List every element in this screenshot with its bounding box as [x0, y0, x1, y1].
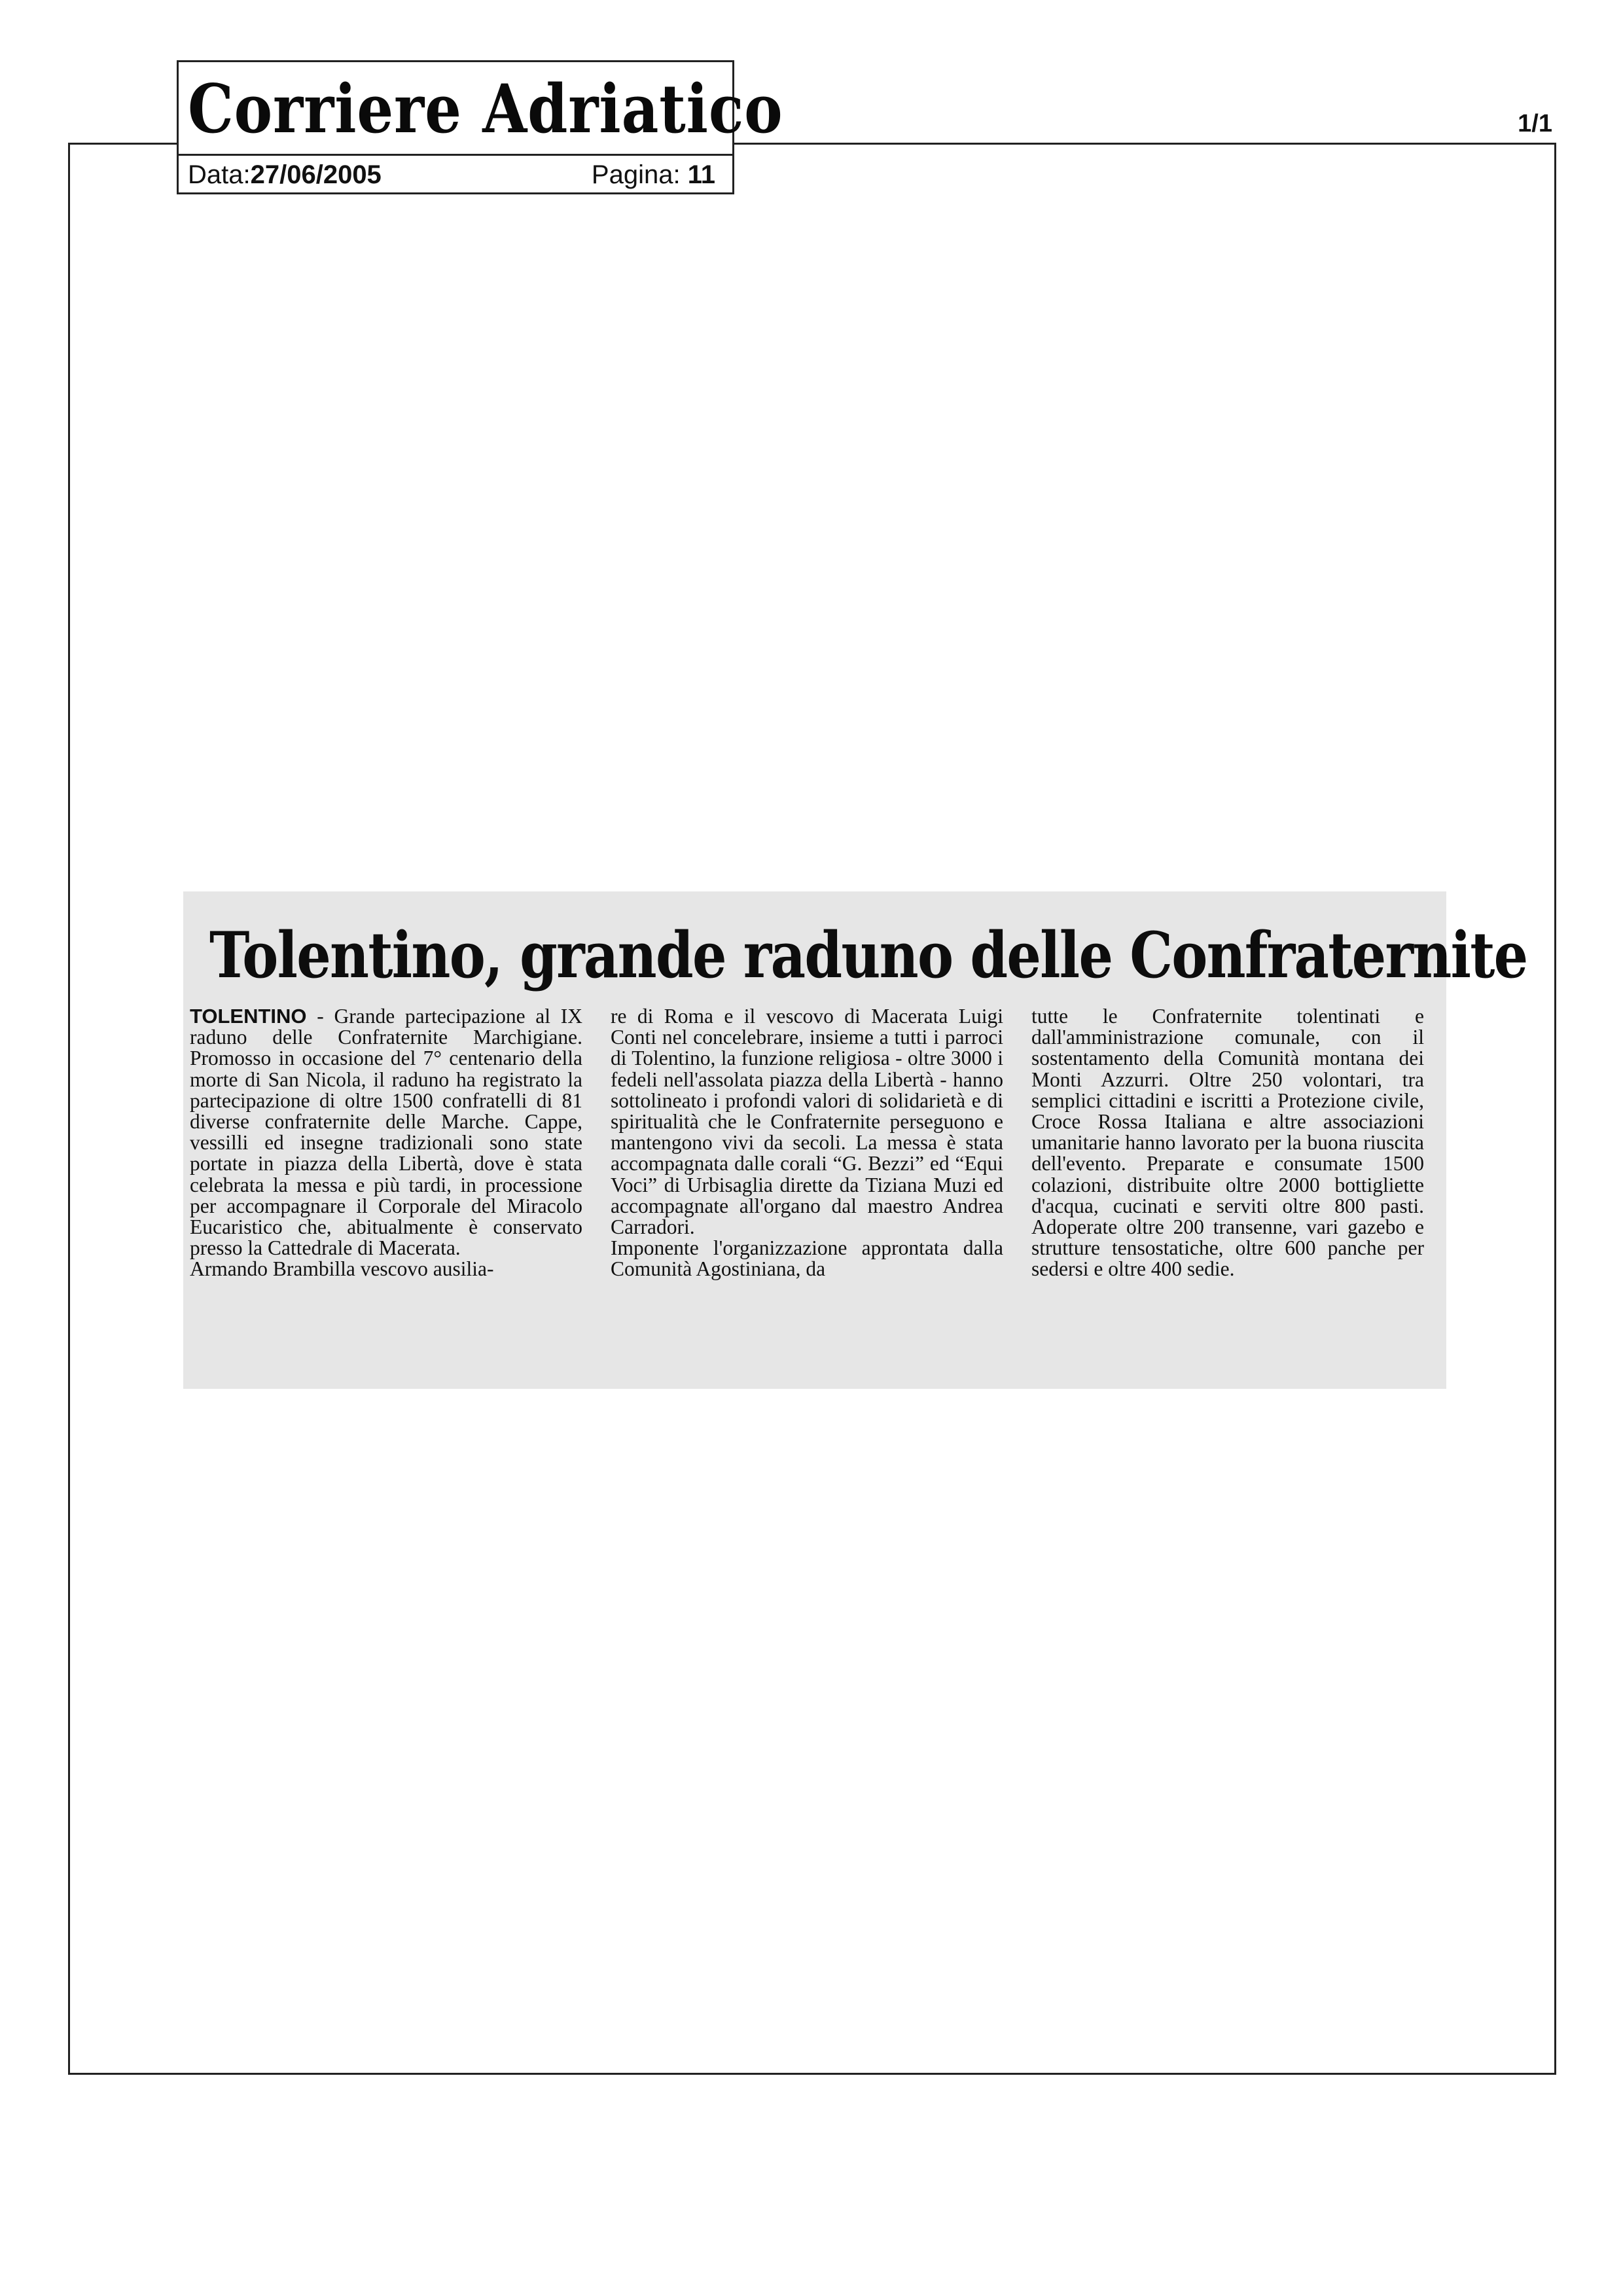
- article-body: [190, 1006, 1440, 1379]
- page-field: [592, 156, 715, 194]
- article-paragraph: Imponente l'organizzazione approntata dalla Comunità Agostiniana, da: [611, 1236, 1003, 1281]
- article-paragraph: Armando Brambilla vescovo ausilia-: [190, 1257, 494, 1281]
- page-counter: 1/1: [1518, 110, 1552, 137]
- date-field: [188, 156, 382, 194]
- article-paragraph: [190, 1006, 582, 1259]
- article-headline: Tolentino, grande raduno delle Confraternite: [209, 918, 1527, 992]
- masthead-info-row: [179, 156, 732, 194]
- article-dateline: TOLENTINO: [190, 1005, 307, 1028]
- article-column-3: [1031, 1006, 1424, 1280]
- article-text: - Grande partecipazione al IX raduno delle Confraternite Marchigiane. Promosso in occasione del 7° centenario della morte di San Nicola, il raduno ha registrato la partecipazione di oltre 1500 confratelli di 81 diverse confraternite delle Marche. Cappe, vessilli ed insegne tradizionali sono state portate in piazza della Libertà, dove è stata celebrata la messa e più tardi, in processione per accompagnare il Corporale del Miracolo Eucaristico che, abitualmente è conservato presso la Cattedrale di Macerata.: [190, 1005, 582, 1260]
- date-label: Data:: [188, 160, 251, 189]
- date-value: 27/06/2005: [250, 160, 382, 189]
- page-value: 11: [687, 160, 715, 189]
- article-paragraph: tutte le Confraternite tolentinati e dall'amministrazione comunale, con il sostentamento della Comunità montana dei Monti Azzurri. Oltre 250 volontari, tra semplici cittadini e iscritti a Protezione civile, Croce Rossa Italiana e altre associazioni umanitarie hanno lavorato per la buona riuscita dell'evento. Preparate e consumate 1500 colazioni, distribuite oltre 2000 bottigliette d'acqua, cucinati e serviti oltre 800 pasti. Adoperate oltre 200 transenne, vari gazebo e strutture tensostatiche, oltre 600 panche per sedersi e oltre 400 sedie.: [1031, 1005, 1424, 1281]
- article-column-1: [190, 1006, 582, 1280]
- article-column-2: [611, 1006, 1003, 1280]
- article-paragraph: re di Roma e il vescovo di Macerata Luigi Conti nel concelebrare, insieme a tutti i parroci di Tolentino, la funzione religiosa - oltre 3000 i fedeli nell'assolata piazza della Libertà - hanno sottolineato i profondi valori di solidarietà e di spiritualità che le Confraternite perseguono e mantengono vivi da secoli. La messa è stata accompagnata dalle corali “G. Bezzi” ed “Equi Voci” di Urbisaglia dirette da Tiziana Muzi ed accompagnate all'organo dal maestro Andrea Carradori.: [611, 1005, 1003, 1239]
- page-label: Pagina:: [591, 160, 681, 189]
- newspaper-logo: Corriere Adriatico: [188, 70, 783, 149]
- article-clipping: [183, 891, 1527, 1389]
- masthead: [177, 60, 783, 194]
